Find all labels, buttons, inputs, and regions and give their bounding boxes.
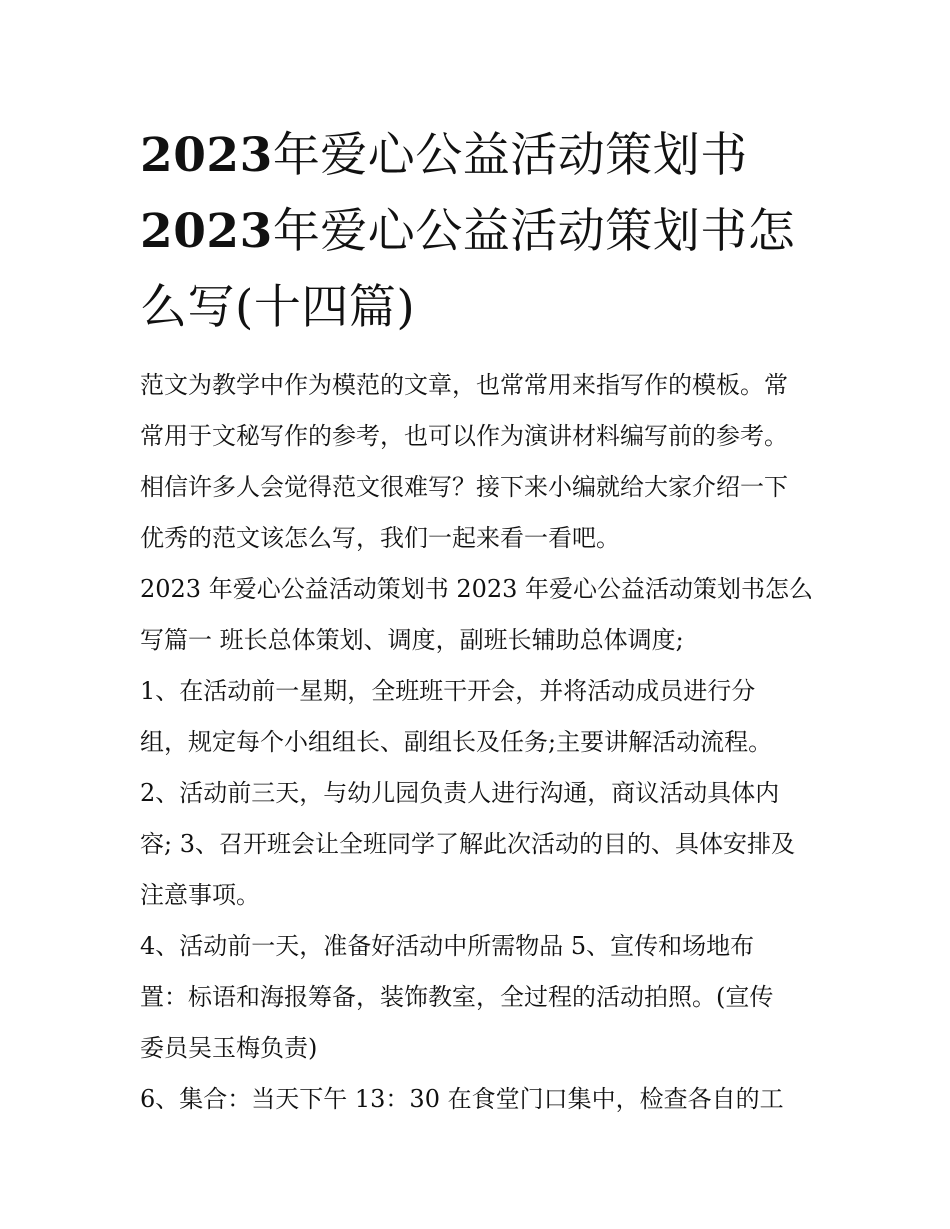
title-line bbox=[140, 194, 820, 270]
body-line: 2、活动前三天，与幼儿园负责人进行沟通，商议活动具体内 bbox=[140, 779, 780, 807]
body-line: 优秀的范文该怎么写，我们一起来看一看吧。 bbox=[140, 524, 620, 552]
document-body bbox=[140, 360, 820, 1125]
title-line bbox=[140, 270, 820, 346]
body-line: 常用于文秘写作的参考，也可以作为演讲材料编写前的参考。 bbox=[140, 422, 788, 450]
body-line: 1、在活动前一星期，全班班干开会，并将活动成员进行分 bbox=[140, 677, 756, 705]
document-title bbox=[140, 118, 820, 346]
body-line: 置：标语和海报筹备，装饰教室，全过程的活动拍照。(宣传 bbox=[140, 983, 774, 1011]
body-line: 4、活动前一天，准备好活动中所需物品 5、宣传和场地布 bbox=[140, 932, 755, 960]
body-line: 范文为教学中作为模范的文章，也常常用来指写作的模板。常 bbox=[140, 371, 788, 399]
body-line: 6、集合：当天下午 13：30 在食堂门口集中，检查各自的工 bbox=[140, 1085, 784, 1113]
title-year: 2023 bbox=[140, 204, 273, 259]
title-text: 么写(十四篇) bbox=[140, 280, 416, 335]
document-page bbox=[140, 118, 820, 1125]
body-line: 容; 3、召开班会让全班同学了解此次活动的目的、具体安排及 bbox=[140, 830, 795, 858]
body-line: 相信许多人会觉得范文很难写？接下来小编就给大家介绍一下 bbox=[140, 473, 788, 501]
title-text: 年爱心公益活动策划书 bbox=[272, 128, 748, 183]
body-line: 组，规定每个小组组长、副组长及任务;主要讲解活动流程。 bbox=[140, 728, 773, 756]
body-line: 2023 年爱心公益活动策划书 2023 年爱心公益活动策划书怎么 bbox=[140, 575, 814, 603]
title-text: 年爱心公益活动策划书怎 bbox=[272, 204, 796, 259]
body-line: 注意事项。 bbox=[140, 881, 260, 909]
title-line bbox=[140, 118, 820, 194]
body-line: 委员吴玉梅负责) bbox=[140, 1034, 318, 1062]
body-line: 写篇一 班长总体策划、调度，副班长辅助总体调度; bbox=[140, 626, 684, 654]
title-year: 2023 bbox=[140, 128, 273, 183]
